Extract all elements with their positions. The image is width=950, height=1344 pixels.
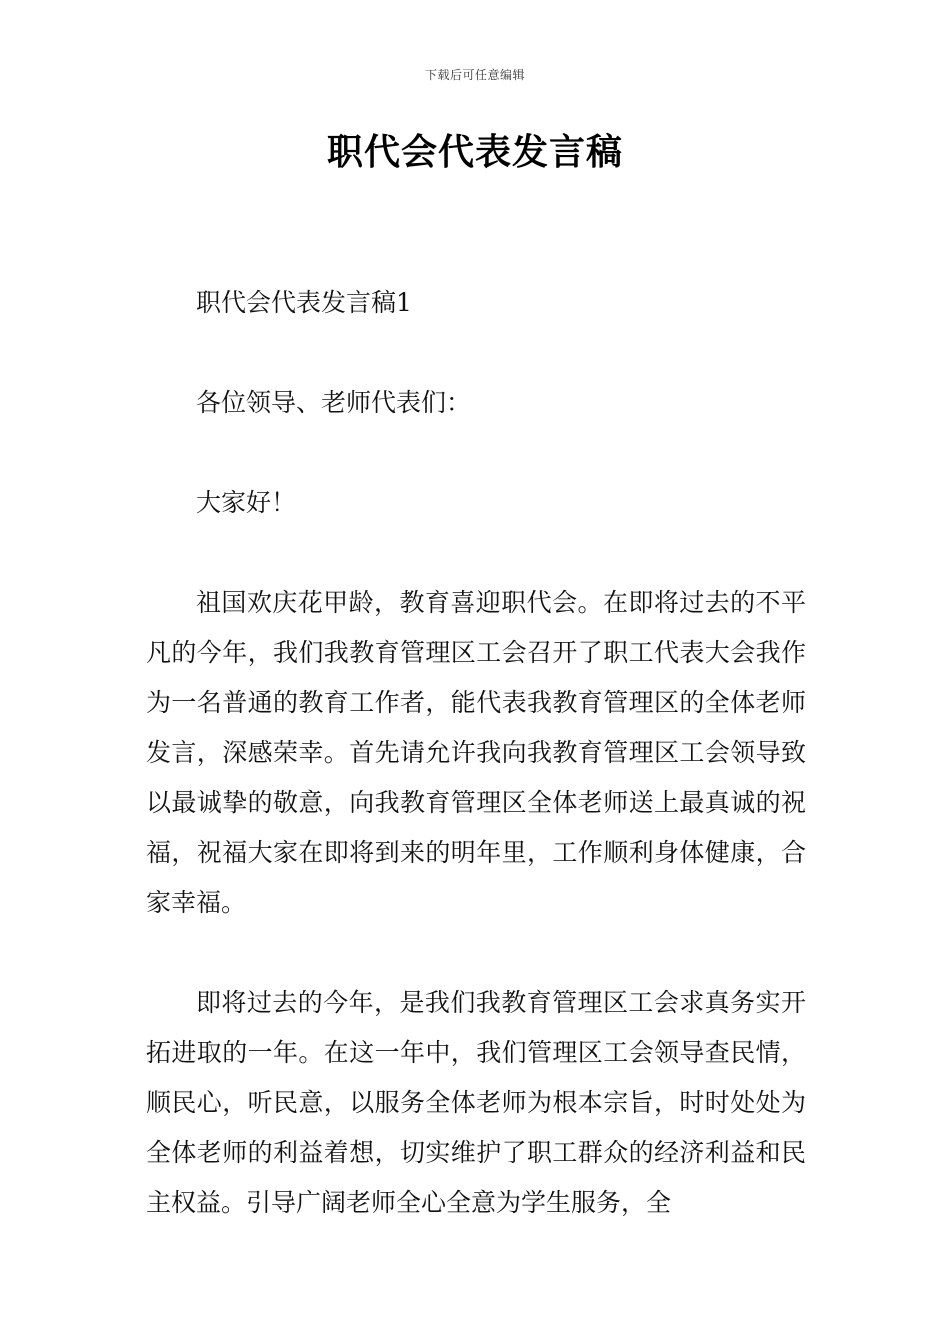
header-note: 下载后可任意编辑 (424, 68, 525, 82)
body-paragraph: 祖国欢庆花甲龄，教育喜迎职代会。在即将过去的不平凡的今年，我们我教育管理区工会召开了职工代表大会我作为一名普通的教育工作者，能代表我教育管理区的全体老师发言，深感荣幸。首先请允许我向我教育管理区工会领导致以最诚挚的敬意，向我教育管理区全体老师送上最真诚的祝福，祝福大家在即将到来的明年里，工作顺利身体健康，合家幸福。 (146, 588, 806, 917)
greeting: 大家好！ (196, 488, 297, 517)
section-heading: 职代会代表发言稿1 (196, 288, 412, 317)
document-body (146, 278, 806, 1228)
salutation: 各位领导、老师代表们： (196, 388, 472, 417)
page-title: 职代会代表发言稿 (326, 132, 623, 173)
body-paragraph: 即将过去的今年，是我们我教育管理区工会求真务实开拓进取的一年。在这一年中，我们管理区工会领导查民情，顺民心，听民意，以服务全体老师为根本宗旨，时时处处为全体老师的利益着想，切实维护了职工群众的经济利益和民主权益。引导广阔老师全心全意为学生服务，全 (146, 988, 806, 1217)
